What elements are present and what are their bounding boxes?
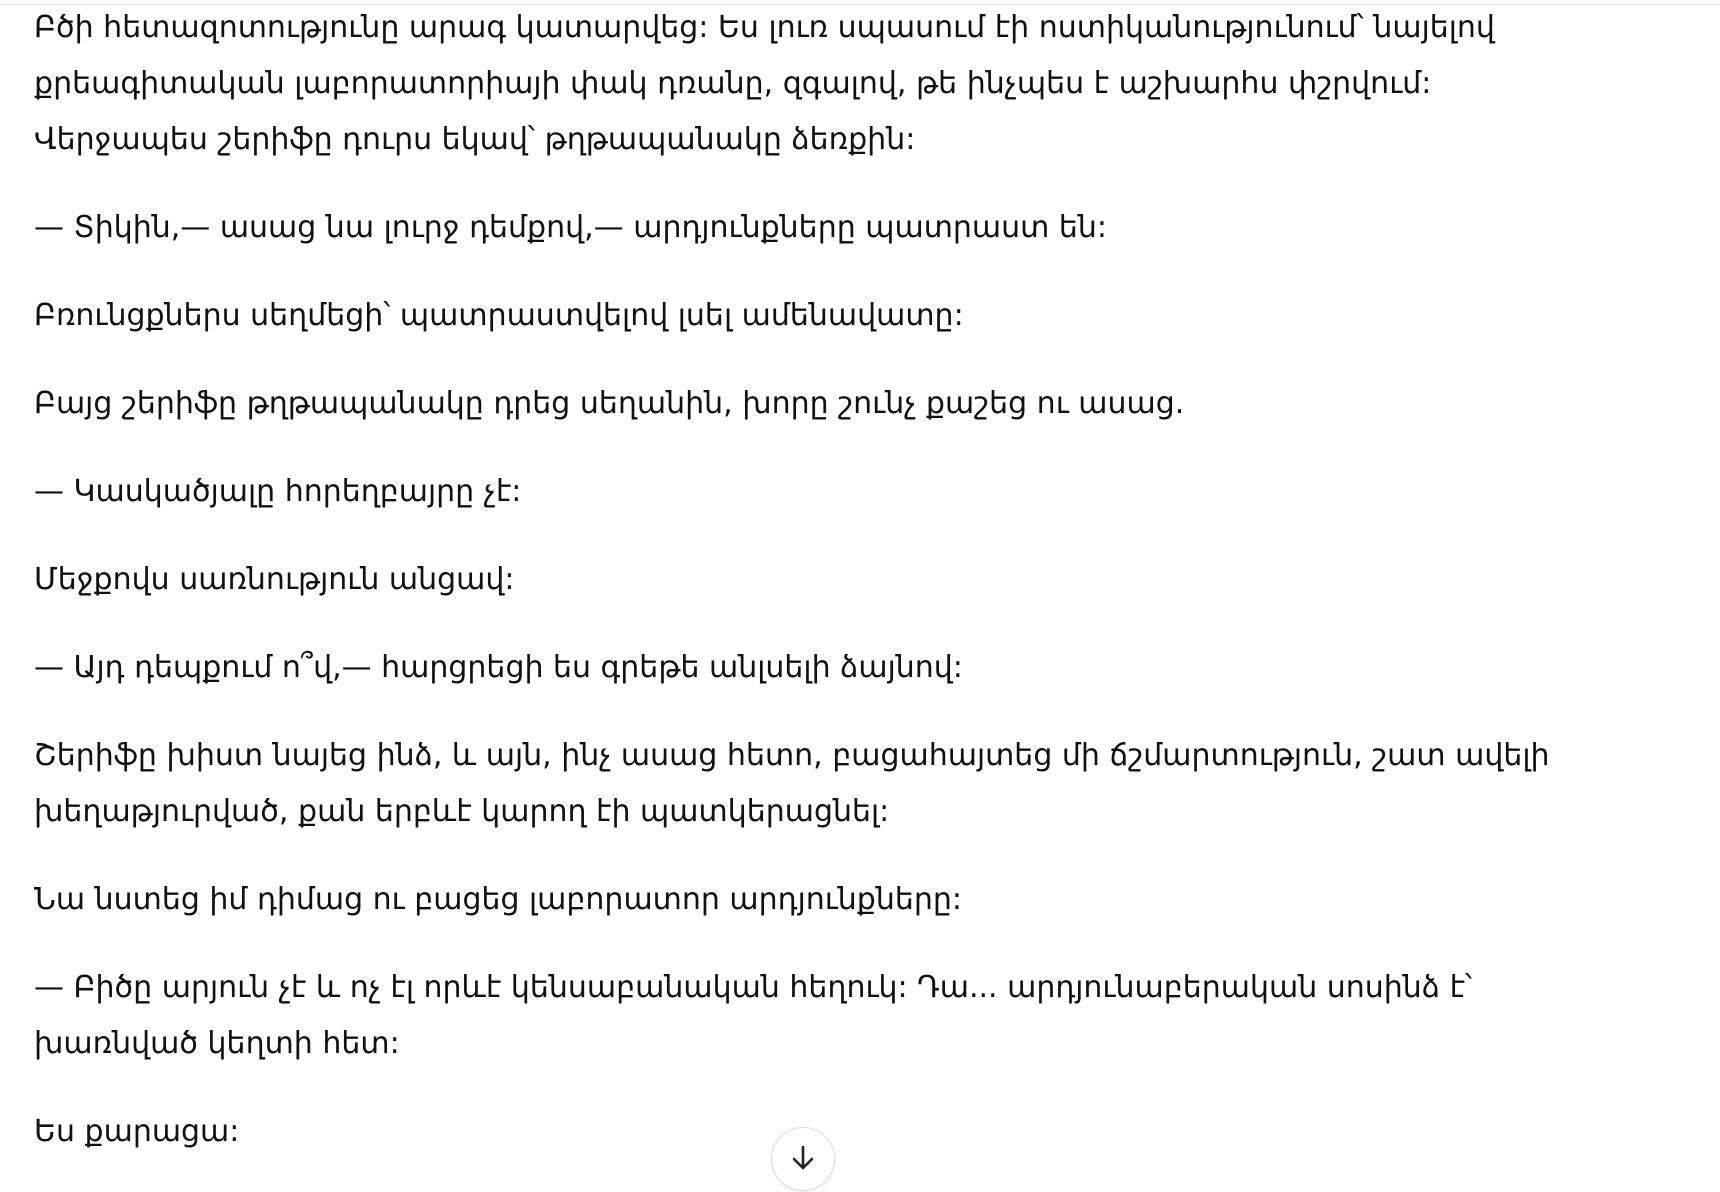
- message-paragraph: Նա նստեց իմ դիմաց ու բացեց լաբորատոր արդյունքները:: [34, 882, 963, 917]
- chat-message-body: [34, 0, 1594, 1192]
- message-paragraph: — Այդ դեպքում ո՞վ,— հարցրեցի ես գրեթե անլսելի ձայնով:: [34, 650, 963, 685]
- arrow-down-icon: [787, 1142, 819, 1174]
- message-paragraph: Ես քարացա:: [34, 1114, 240, 1149]
- scroll-to-bottom-button[interactable]: [771, 1127, 835, 1191]
- message-paragraph: Բայց շերիֆը թղթապանակը դրեց սեղանին, խորը շունչ քաշեց ու ասաց.: [34, 386, 1185, 421]
- message-paragraph: Բռունցքներս սեղմեցի՝ պատրաստվելով լսել ամենավատը:: [34, 298, 964, 333]
- message-paragraph: — Տիկին,— ասաց նա լուրջ դեմքով,— արդյունքները պատրաստ են:: [34, 210, 1108, 245]
- message-paragraph: Մեջքովս սառնություն անցավ:: [34, 562, 515, 597]
- message-paragraph: — Բիծը արյուն չէ և ոչ էլ որևէ կենսաբանական հեղուկ: Դա... արդյունաբերական սոսինձ է՝ խառնված կեղտի հետ:: [34, 970, 1473, 1061]
- message-paragraph: Շերիֆը խիստ նայեց ինձ, և այն, ինչ ասաց հետո, բացահայտեց մի ճշմարտություն, շատ ավելի խեղաթյուրված, քան երբևէ կարող էի պատկերացնել:: [34, 738, 1550, 829]
- message-paragraph: — Կասկածյալը հորեղբայրը չէ:: [34, 474, 522, 509]
- message-paragraph: Բծի հետազոտությունը արագ կատարվեց: Ես լուռ սպասում էի ոստիկանությունում՝ նայելով քրեագիտական լաբորատորիայի փակ դռանը, զգալով, թե ինչպես է աշխարհս փշրվում: Վերջապես շերիֆը դուրս եկավ՝ թղթապանակը ձեռքին:: [34, 10, 1495, 157]
